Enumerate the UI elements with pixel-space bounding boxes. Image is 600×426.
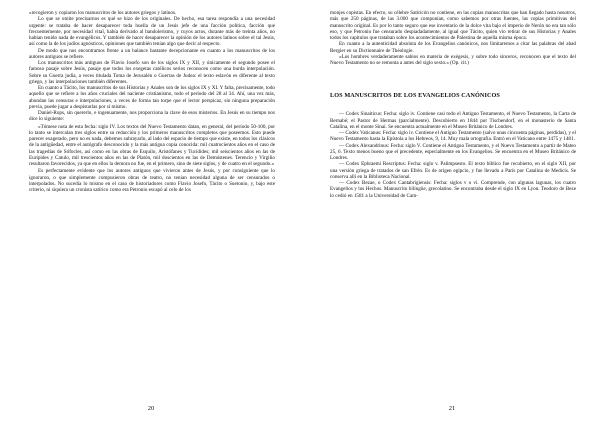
paragraph: Daniel-Rops, sin quererlo, e ingenuamente, nos proporciona la clave de esos misterios. En Jesús en su tiempo nos dice lo siguiente: — [29, 110, 275, 123]
right-page — [330, 10, 576, 199]
codex-entry: — Codex Alexandrinus: Fecha: siglo V. Contiene el Antiguo Testamento, y el Nuevo Testamento a partir de Mateo 25, 6. Texto menos bueno que el precedente, especialmente en los Evangelios. Se encuentra en el Museo Británico de Londres. — [330, 142, 576, 161]
paragraph: Lo que se omite precisarnos es qué se hizo de los originales. De hecho, esa tarea respondía a una necesidad urgente: se trataba de hacer desaparecer toda huella de un Jesús jefe de una facción política, facción que frecuentemente, por necesidad vital, había derivado al bandolerismo, y cuyos actos, durante más de treinta años, no habían tenido nada de evangélicos. Y también de hacer desaparecer la opinión de los autores latinos sobre el tal Jesús, así como la de los judíos agnósticos, opiniones que también tenían algo que decir al respecto. — [29, 16, 275, 48]
left-page — [29, 10, 275, 193]
codex-entry: — Codex Sinaiticus: Fecha: siglo iv. Contiene casi todo el Antiguo Testamento, el Nuevo Testamento, la Carta de Bernabé; el Pastor de Hermas (parcialmente). Descubierto en 1844 por Tischendorf, en el monasterio de Santa Catalina, en el monte Sinaí. Se encuentra actualmente en el Museo Británico de Londres. — [330, 111, 576, 130]
page-number-right: 21 — [448, 405, 456, 412]
codex-entry: — Codex Vaticanus: Fecha: siglo iv. Contiene el Antiguo Testamento (salvo unas cincuenta páginas, perdidas), y el Nuevo Testamento hasta la Epístola a los Hebreos, 9, 14. Muy mala ortografía. Entró en el Vaticano entre 1475 y 1481. — [330, 130, 576, 143]
paragraph: De modo que nos encontramos frente a un balance bastante decepcionante en cuanto a los manuscritos de los autores antiguos se refiere. — [29, 47, 275, 60]
page-number-left: 20 — [147, 405, 155, 412]
block-quote: «Los hombres verdaderamente sabios en materia de exégesis, y sobre todo sinceros, reconocen que el texto del Nuevo Testamento no se remonta a antes del siglo sexto.» (Op. cit.) — [330, 53, 576, 66]
paragraph: En cuanto a Tácito, los manuscritos de sus Historias y Anales son de los siglos IX y XI. Y falta, precisamente, todo aquello que se refiere a los años cruciales del naciente cristianismo, todo el período del 28 al 34. Ahí, una vez más, abundan las censuras e interpolaciones, a veces de forma tan torpe que el lector perspicaz, sin ninguna preparación previa, puede jugar a despistarlas por sí mismo. — [29, 85, 275, 110]
codex-entry: — Codex Bezae, o Codex Cantabrigiensis: Fecha: siglos v o vi. Comprende, con algunas lagunas, los cuatro Evangelios y los Hechos. Manuscrito bilingüe, grecolatino. Se encontraba desde el siglo IX en Lyon. Teodoro de Beze lo cedió en 1581 a la Universidad de Cam- — [330, 180, 576, 199]
block-quote: «Tómese nota de esta fecha: siglo IV. Los textos del Nuevo Testamento datan, en general, del período 50-100, por lo tanto se intercalan tres siglos entre su redacción y los primeros manuscritos completos que poseemos. Esto puede parecer exagerado, pero no es nada, debemos subrayarlo, al lado del espacio de tiempo que existe, en todos los clásicos de la antigüedad, entre el autógrafo desconocido y la más antigua copia conocida: mil cuatrocientos años en el caso de las tragedias de Sófocles, así como en las obras de Esquilo, Aristófanes y Tucídides; mil seiscientos años en las de Eurípides y Catulo, mil trescientos años en las de Platón, mil doscientos en las de Demóstenes. Terencio y Virgilio resultaron favorecidos, ya que en ellos la demora no fue, en el primero, sino de siete siglos, y de cuatro en el segundo.» — [29, 123, 275, 167]
paragraph: «recogieron y copiaron los manuscritos de los autores griegos y latinos. — [29, 10, 177, 16]
codex-entry: — Codex Ephraemi Rescriptus: Fecha: siglo v. Palimpsesto. El texto bíblico fue recubierto, en el siglo XII, por una versión griega de tratados de san Efrén. Es de origen egipcio, y fue llevado a París por Catalina de Medicis. Se conserva allí en la Biblioteca Nacional. — [330, 161, 576, 180]
paragraph: monjes copistas. En efecto, su célebre Satiricón no contiene, en las copias manuscritas que han llegado hasta nosotros, más que 250 páginas, de las 3.000 que componían, como sabemos por otras fuentes, las copias primitivas del manuscrito original. Es por lo tanto seguro que ese inventario de la dolce vita bajo el imperio de Nerón no era tan sólo eso, y que Petronio fue censurado despiadadamente, al igual que Tácito, quien vio retirar de sus Historias y Anales todos los capítulos que trataban sobre los acontecimientos de Palestina de aquella misma época. — [330, 10, 576, 41]
paragraph: En cuanto a la autenticidad absoluta de los Evangelios canónicos, nos limitaremos a citar las palabras del abad Bergier en su Dictionnaire de Théologie. — [330, 41, 576, 54]
paragraph: Los manuscritos más antiguos de Flavio Josefo son de los siglos IX y XII, y únicamente el segundo posee el famoso pasaje sobre Jesús, pasaje que todos los exegetas católicos serios reconocen como una burda interpolación. Sobre su Guerra judía, a veces titulada Toma de Jerusalén o Guerras de Judea: el texto eslavón es diferente al texto griego, y las interpolaciones también diferentes. — [29, 60, 275, 85]
section-heading: LOS MANUSCRITOS DE LOS EVANGELIOS CANÓNICOS — [330, 92, 500, 100]
paragraph: Es perfectamente evidente que los autores antiguos que vivieron antes de Jesús, y por consiguiente que lo ignoraron, o que simplemente compusieron obras de teatro, no tenían necesidad alguna de ser censurados o interpolados. No sucedía lo mismo en el caso de historiadores como Flavio Josefo, Tácito o Suetonio, y, bajo este criterio, ni siquiera un cronista satírico como era Petronio escapó al celo de los — [29, 168, 275, 193]
